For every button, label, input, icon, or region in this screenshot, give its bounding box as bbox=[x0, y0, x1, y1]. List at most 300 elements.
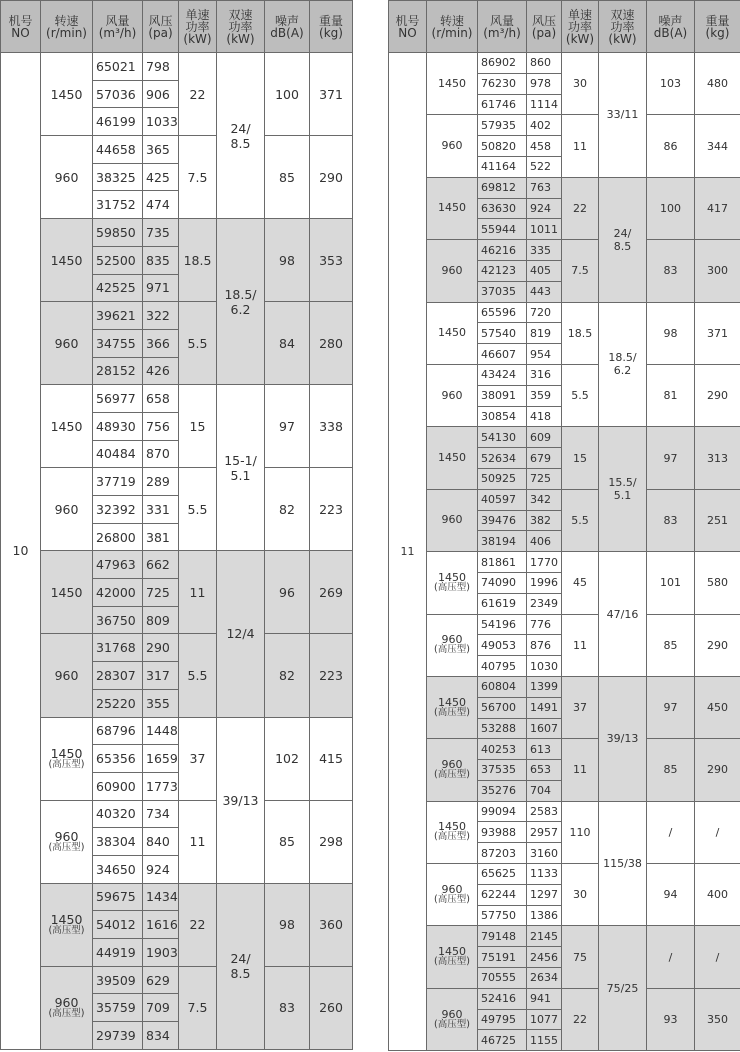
airflow-value: 42525 bbox=[93, 274, 143, 302]
airflow-value: 42123 bbox=[478, 260, 527, 281]
airflow-value: 46607 bbox=[478, 344, 527, 365]
airflow-value: 57935 bbox=[478, 115, 527, 136]
pressure-value: 2456 bbox=[527, 947, 562, 968]
airflow-value: 39509 bbox=[93, 966, 143, 994]
pressure-value: 2349 bbox=[527, 593, 562, 614]
single-speed-power: 5.5 bbox=[179, 634, 217, 717]
airflow-value: 36750 bbox=[93, 606, 143, 634]
text-line: 15.5/ bbox=[608, 476, 637, 490]
airflow-value: 34755 bbox=[93, 329, 143, 357]
airflow-value: 44658 bbox=[93, 136, 143, 164]
pressure-value: 756 bbox=[143, 412, 179, 440]
noise-value: 83 bbox=[265, 966, 310, 1049]
pressure-value: 776 bbox=[527, 614, 562, 635]
airflow-value: 25220 bbox=[93, 689, 143, 717]
pressure-value: 359 bbox=[527, 385, 562, 406]
airflow-value: 35276 bbox=[478, 780, 527, 801]
weight-value: 280 bbox=[310, 302, 353, 385]
airflow-value: 35759 bbox=[93, 994, 143, 1022]
noise-value: 85 bbox=[265, 800, 310, 883]
pressure-value: 366 bbox=[143, 329, 179, 357]
table-row bbox=[389, 739, 740, 760]
table-row bbox=[1, 717, 353, 745]
speed-type-label: (高压型) bbox=[48, 758, 85, 770]
pressure-value: 335 bbox=[527, 240, 562, 261]
airflow-value: 57540 bbox=[478, 323, 527, 344]
noise-value: 86 bbox=[647, 115, 695, 177]
speed-type-label: (高压型) bbox=[48, 924, 85, 936]
speed-value: 1450 bbox=[438, 201, 466, 215]
pressure-value: 924 bbox=[527, 198, 562, 219]
table-row bbox=[389, 53, 740, 74]
airflow-value: 59675 bbox=[93, 883, 143, 911]
table-row bbox=[1, 219, 353, 247]
weight-value: 344 bbox=[695, 115, 740, 177]
pressure-value: 418 bbox=[527, 406, 562, 427]
speed-cell bbox=[427, 53, 478, 115]
pressure-value: 2634 bbox=[527, 968, 562, 989]
speed-value: 960 bbox=[54, 335, 79, 351]
noise-value: 82 bbox=[265, 468, 310, 551]
single-speed-power: 18.5 bbox=[179, 219, 217, 302]
text-line: 双速 bbox=[228, 7, 253, 22]
speed-type-label: (高压型) bbox=[434, 956, 470, 968]
weight-value: 251 bbox=[695, 489, 740, 551]
text-line: (kW) bbox=[183, 31, 212, 46]
airflow-value: 31752 bbox=[93, 191, 143, 219]
text-line: 39/13 bbox=[606, 732, 639, 746]
speed-cell bbox=[427, 427, 478, 489]
speed-cell bbox=[41, 551, 93, 634]
speed-value: 1450 bbox=[50, 911, 83, 927]
text-line: 功率 bbox=[567, 19, 592, 34]
text-line: 8.5 bbox=[230, 135, 251, 151]
airflow-value: 44919 bbox=[93, 939, 143, 967]
speed-type-label: (高压型) bbox=[48, 841, 85, 853]
spec-table-model-11 bbox=[388, 0, 740, 1051]
single-speed-power: 45 bbox=[562, 552, 599, 614]
airflow-value: 57036 bbox=[93, 80, 143, 108]
speed-value: 1450 bbox=[438, 570, 466, 584]
airflow-value: 40597 bbox=[478, 489, 527, 510]
airflow-value: 87203 bbox=[478, 843, 527, 864]
table-row bbox=[389, 240, 740, 261]
speed-value: 960 bbox=[54, 828, 79, 844]
airflow-value: 40795 bbox=[478, 656, 527, 677]
header-flow bbox=[478, 1, 527, 53]
pressure-value: 658 bbox=[143, 385, 179, 413]
text-line: 18.5/ bbox=[608, 351, 637, 365]
text-line: dB(A) bbox=[270, 25, 304, 40]
pressure-value: 1616 bbox=[143, 911, 179, 939]
weight-value: 580 bbox=[695, 552, 740, 614]
fan-spec-table-right bbox=[388, 0, 740, 1052]
airflow-value: 52500 bbox=[93, 246, 143, 274]
airflow-value: 50820 bbox=[478, 136, 527, 157]
pressure-value: 1011 bbox=[527, 219, 562, 240]
model-number: 11 bbox=[389, 53, 427, 1051]
speed-value: 960 bbox=[54, 667, 79, 683]
pressure-value: 2583 bbox=[527, 801, 562, 822]
speed-type-label: (高压型) bbox=[434, 893, 470, 905]
noise-value: 82 bbox=[265, 634, 310, 717]
airflow-value: 40320 bbox=[93, 800, 143, 828]
noise-value: 83 bbox=[647, 489, 695, 551]
text-line: 39/13 bbox=[222, 792, 259, 808]
airflow-value: 38325 bbox=[93, 163, 143, 191]
pressure-value: 1133 bbox=[527, 864, 562, 885]
header-dual bbox=[217, 1, 265, 53]
single-speed-power: 11 bbox=[179, 551, 217, 634]
single-speed-power: 7.5 bbox=[179, 966, 217, 1049]
table-row bbox=[1, 302, 353, 330]
speed-cell bbox=[427, 676, 478, 738]
airflow-value: 60900 bbox=[93, 772, 143, 800]
noise-value: 94 bbox=[647, 864, 695, 926]
airflow-value: 34650 bbox=[93, 855, 143, 883]
pressure-value: 704 bbox=[527, 780, 562, 801]
noise-value: 93 bbox=[647, 988, 695, 1050]
table-row bbox=[389, 988, 740, 1009]
airflow-value: 54012 bbox=[93, 911, 143, 939]
pressure-value: 342 bbox=[527, 489, 562, 510]
weight-value: 223 bbox=[310, 634, 353, 717]
speed-type-label: (高压型) bbox=[434, 581, 470, 593]
speed-cell bbox=[427, 614, 478, 676]
speed-cell bbox=[427, 926, 478, 988]
noise-value: / bbox=[647, 926, 695, 988]
noise-value: 97 bbox=[647, 427, 695, 489]
table-row bbox=[1, 136, 353, 164]
airflow-value: 40253 bbox=[478, 739, 527, 760]
airflow-value: 28152 bbox=[93, 357, 143, 385]
airflow-value: 65356 bbox=[93, 745, 143, 773]
single-speed-power: 22 bbox=[562, 988, 599, 1050]
speed-value: 960 bbox=[441, 757, 463, 771]
single-speed-power: 11 bbox=[562, 115, 599, 177]
speed-value: 960 bbox=[54, 169, 79, 185]
pressure-value: 924 bbox=[143, 855, 179, 883]
speed-type-label: (高压型) bbox=[48, 1007, 85, 1019]
pressure-value: 2145 bbox=[527, 926, 562, 947]
pressure-value: 613 bbox=[527, 739, 562, 760]
table-row bbox=[389, 489, 740, 510]
airflow-value: 47963 bbox=[93, 551, 143, 579]
airflow-value: 61746 bbox=[478, 94, 527, 115]
weight-value: 417 bbox=[695, 177, 740, 239]
text-line: (pa) bbox=[531, 25, 557, 40]
text-line: 8.5 bbox=[613, 239, 632, 253]
weight-value: 313 bbox=[695, 427, 740, 489]
pressure-value: 735 bbox=[143, 219, 179, 247]
speed-cell bbox=[41, 717, 93, 800]
airflow-value: 39621 bbox=[93, 302, 143, 330]
airflow-value: 61619 bbox=[478, 593, 527, 614]
weight-value: 298 bbox=[310, 800, 353, 883]
text-line: (kg) bbox=[705, 25, 730, 40]
dual-speed-power bbox=[599, 552, 647, 677]
pressure-value: 763 bbox=[527, 177, 562, 198]
table-row bbox=[389, 552, 740, 573]
weight-value: 450 bbox=[695, 676, 740, 738]
airflow-value: 62244 bbox=[478, 884, 527, 905]
speed-cell bbox=[427, 988, 478, 1050]
table-row bbox=[1, 800, 353, 828]
dual-speed-power bbox=[599, 801, 647, 926]
table-row bbox=[1, 53, 353, 81]
weight-value: 260 bbox=[310, 966, 353, 1049]
airflow-value: 38091 bbox=[478, 385, 527, 406]
airflow-value: 56700 bbox=[478, 697, 527, 718]
speed-value: 960 bbox=[441, 633, 463, 647]
text-line: 单速 bbox=[567, 7, 592, 22]
text-line: 75/25 bbox=[606, 981, 639, 995]
speed-cell bbox=[427, 177, 478, 239]
airflow-value: 39476 bbox=[478, 510, 527, 531]
airflow-value: 30854 bbox=[478, 406, 527, 427]
pressure-value: 709 bbox=[143, 994, 179, 1022]
weight-value: / bbox=[695, 926, 740, 988]
noise-value: 85 bbox=[647, 614, 695, 676]
text-line: 24/ bbox=[230, 951, 251, 967]
dual-speed-power bbox=[217, 385, 265, 551]
weight-value: 290 bbox=[695, 364, 740, 426]
speed-cell bbox=[427, 489, 478, 551]
noise-value: 85 bbox=[647, 739, 695, 801]
table-row bbox=[389, 302, 740, 323]
text-line: (kW) bbox=[226, 31, 255, 46]
weight-value: 371 bbox=[695, 302, 740, 364]
table-row bbox=[1, 966, 353, 994]
airflow-value: 28307 bbox=[93, 662, 143, 690]
table-row bbox=[1, 385, 353, 413]
text-line: (kW) bbox=[565, 31, 595, 46]
text-line: (kW) bbox=[608, 31, 637, 46]
text-line: 24/ bbox=[230, 120, 251, 136]
pressure-value: 835 bbox=[143, 246, 179, 274]
dual-speed-power bbox=[599, 302, 647, 427]
single-speed-power: 5.5 bbox=[562, 364, 599, 426]
text-line: 115/38 bbox=[603, 857, 642, 871]
text-line: 机号 bbox=[395, 13, 420, 28]
text-line: 6.2 bbox=[613, 364, 632, 378]
airflow-value: 40484 bbox=[93, 440, 143, 468]
airflow-value: 52634 bbox=[478, 448, 527, 469]
speed-value: 960 bbox=[441, 882, 463, 896]
speed-cell bbox=[427, 801, 478, 863]
single-speed-power: 5.5 bbox=[562, 489, 599, 551]
text-line: (kg) bbox=[319, 25, 343, 40]
text-line: NO bbox=[398, 25, 417, 40]
airflow-value: 46725 bbox=[478, 1030, 527, 1051]
pressure-value: 734 bbox=[143, 800, 179, 828]
text-line: (r/min) bbox=[431, 25, 473, 40]
text-line: 风量 bbox=[489, 13, 514, 28]
dual-speed-power bbox=[599, 53, 647, 178]
speed-value: 960 bbox=[54, 994, 79, 1010]
noise-value: 101 bbox=[647, 552, 695, 614]
text-line: 5.1 bbox=[613, 489, 632, 503]
pressure-value: 1155 bbox=[527, 1030, 562, 1051]
table-row bbox=[389, 864, 740, 885]
text-line: 24/ bbox=[613, 226, 632, 240]
noise-value: 102 bbox=[265, 717, 310, 800]
airflow-value: 52416 bbox=[478, 988, 527, 1009]
weight-value: 360 bbox=[310, 883, 353, 966]
text-line: 机号 bbox=[8, 13, 33, 28]
speed-value: 1450 bbox=[438, 451, 466, 465]
pressure-value: 860 bbox=[527, 53, 562, 74]
text-line: NO bbox=[11, 25, 30, 40]
airflow-value: 49053 bbox=[478, 635, 527, 656]
airflow-value: 50925 bbox=[478, 468, 527, 489]
airflow-value: 31768 bbox=[93, 634, 143, 662]
weight-value: 269 bbox=[310, 551, 353, 634]
pressure-value: 870 bbox=[143, 440, 179, 468]
pressure-value: 971 bbox=[143, 274, 179, 302]
table-row bbox=[389, 801, 740, 822]
speed-value: 1450 bbox=[50, 745, 83, 761]
speed-value: 1450 bbox=[50, 584, 83, 600]
speed-cell bbox=[427, 364, 478, 426]
speed-value: 1450 bbox=[438, 820, 466, 834]
text-line: dB(A) bbox=[653, 25, 688, 40]
table-row bbox=[389, 177, 740, 198]
dual-speed-power bbox=[599, 177, 647, 302]
header-weight bbox=[695, 1, 740, 53]
airflow-value: 70555 bbox=[478, 968, 527, 989]
airflow-value: 32392 bbox=[93, 496, 143, 524]
table-row bbox=[389, 115, 740, 136]
pressure-value: 458 bbox=[527, 136, 562, 157]
dual-speed-power bbox=[217, 551, 265, 717]
text-line: (m³/h) bbox=[98, 25, 137, 40]
pressure-value: 322 bbox=[143, 302, 179, 330]
pressure-value: 1773 bbox=[143, 772, 179, 800]
header-speed bbox=[41, 1, 93, 53]
pressure-value: 629 bbox=[143, 966, 179, 994]
speed-value: 960 bbox=[441, 388, 463, 402]
pressure-value: 1030 bbox=[527, 656, 562, 677]
airflow-value: 56977 bbox=[93, 385, 143, 413]
speed-cell bbox=[41, 136, 93, 219]
weight-value: 338 bbox=[310, 385, 353, 468]
speed-value: 960 bbox=[441, 1007, 463, 1021]
speed-value: 1450 bbox=[50, 418, 83, 434]
text-line: (r/min) bbox=[46, 25, 87, 40]
pressure-value: 1114 bbox=[527, 94, 562, 115]
table-row bbox=[1, 634, 353, 662]
text-line: 重量 bbox=[318, 13, 343, 28]
header-no bbox=[1, 1, 41, 53]
single-speed-power: 11 bbox=[562, 614, 599, 676]
speed-type-label: (高压型) bbox=[434, 831, 470, 843]
pressure-value: 3160 bbox=[527, 843, 562, 864]
noise-value: 100 bbox=[265, 53, 310, 136]
noise-value: 98 bbox=[647, 302, 695, 364]
weight-value: 480 bbox=[695, 53, 740, 115]
speed-value: 960 bbox=[441, 139, 463, 153]
text-line: 功率 bbox=[610, 19, 635, 34]
table-row bbox=[389, 427, 740, 448]
pressure-value: 290 bbox=[143, 634, 179, 662]
speed-cell bbox=[427, 552, 478, 614]
weight-value: 290 bbox=[695, 614, 740, 676]
pressure-value: 1659 bbox=[143, 745, 179, 773]
airflow-value: 86902 bbox=[478, 53, 527, 74]
weight-value: 400 bbox=[695, 864, 740, 926]
airflow-value: 41164 bbox=[478, 156, 527, 177]
text-line: 8.5 bbox=[230, 966, 251, 982]
airflow-value: 79148 bbox=[478, 926, 527, 947]
airflow-value: 38194 bbox=[478, 531, 527, 552]
single-speed-power: 75 bbox=[562, 926, 599, 988]
pressure-value: 289 bbox=[143, 468, 179, 496]
pressure-value: 474 bbox=[143, 191, 179, 219]
speed-value: 1450 bbox=[50, 86, 83, 102]
text-line: 功率 bbox=[185, 19, 210, 34]
header-flow bbox=[93, 1, 143, 53]
text-line: 风量 bbox=[105, 13, 130, 28]
noise-value: 98 bbox=[265, 219, 310, 302]
airflow-value: 37035 bbox=[478, 281, 527, 302]
weight-value: 223 bbox=[310, 468, 353, 551]
speed-cell bbox=[41, 468, 93, 551]
pressure-value: 1448 bbox=[143, 717, 179, 745]
weight-value: 300 bbox=[695, 240, 740, 302]
pressure-value: 406 bbox=[527, 531, 562, 552]
pressure-value: 840 bbox=[143, 828, 179, 856]
single-speed-power: 37 bbox=[562, 676, 599, 738]
pressure-value: 834 bbox=[143, 1022, 179, 1050]
weight-value: 353 bbox=[310, 219, 353, 302]
airflow-value: 60804 bbox=[478, 676, 527, 697]
noise-value: 97 bbox=[647, 676, 695, 738]
pressure-value: 1607 bbox=[527, 718, 562, 739]
pressure-value: 819 bbox=[527, 323, 562, 344]
airflow-value: 93988 bbox=[478, 822, 527, 843]
speed-cell bbox=[41, 53, 93, 136]
speed-cell bbox=[41, 219, 93, 302]
pressure-value: 316 bbox=[527, 364, 562, 385]
pressure-value: 382 bbox=[527, 510, 562, 531]
noise-value: 84 bbox=[265, 302, 310, 385]
header-noise bbox=[265, 1, 310, 53]
single-speed-power: 110 bbox=[562, 801, 599, 863]
airflow-value: 65625 bbox=[478, 864, 527, 885]
dual-speed-power bbox=[599, 427, 647, 552]
speed-value: 1450 bbox=[438, 326, 466, 340]
pressure-value: 2957 bbox=[527, 822, 562, 843]
pressure-value: 906 bbox=[143, 80, 179, 108]
airflow-value: 65596 bbox=[478, 302, 527, 323]
text-line: 噪声 bbox=[658, 13, 683, 28]
pressure-value: 443 bbox=[527, 281, 562, 302]
noise-value: 83 bbox=[647, 240, 695, 302]
spec-table-model-10 bbox=[0, 0, 353, 1050]
airflow-value: 29739 bbox=[93, 1022, 143, 1050]
speed-value: 1450 bbox=[50, 252, 83, 268]
table-row bbox=[389, 364, 740, 385]
pressure-value: 1386 bbox=[527, 905, 562, 926]
text-line: 18.5/ bbox=[224, 286, 257, 302]
single-speed-power: 22 bbox=[179, 883, 217, 966]
airflow-value: 68796 bbox=[93, 717, 143, 745]
pressure-value: 1491 bbox=[527, 697, 562, 718]
noise-value: 96 bbox=[265, 551, 310, 634]
single-speed-power: 22 bbox=[562, 177, 599, 239]
noise-value: 98 bbox=[265, 883, 310, 966]
